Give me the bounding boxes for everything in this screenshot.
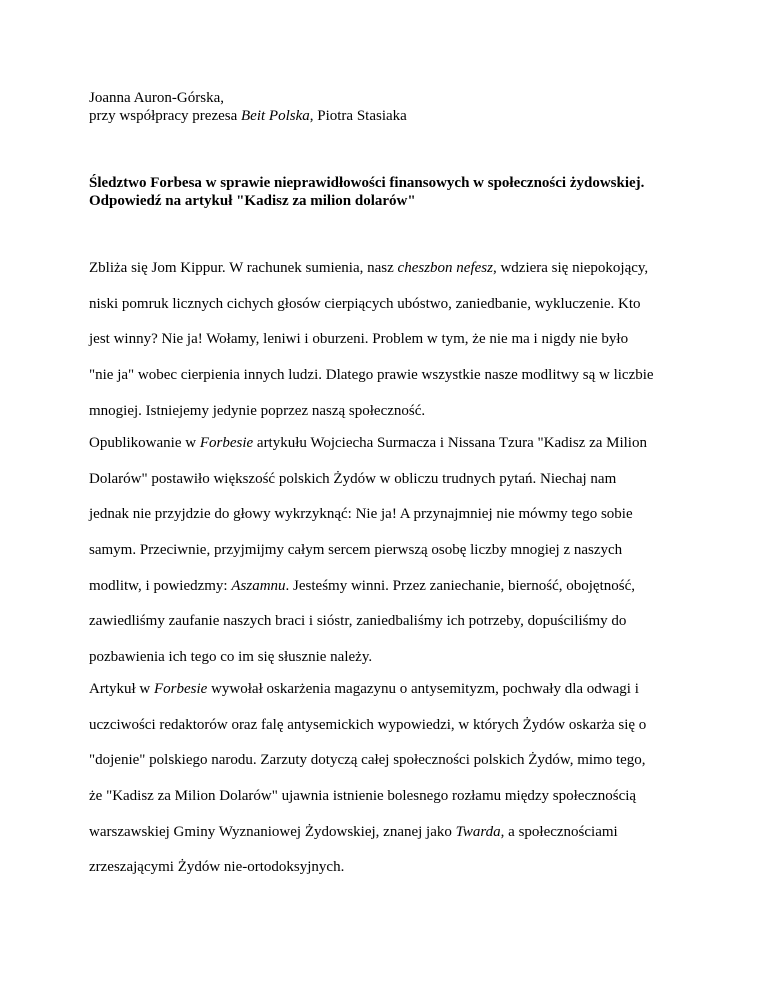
- title-line-2: Odpowiedź na artykuł "Kadisz za milion dolarów": [89, 193, 416, 209]
- author-collaboration: [89, 107, 407, 125]
- text-line: [89, 259, 689, 277]
- text-run: artykułu Wojciecha Surmacza i Nissana Tzura "Kadisz za Milion: [253, 435, 647, 451]
- text-run: modlitw, i powiedzmy:: [89, 577, 232, 594]
- text-run: że "Kadisz za Milion Dolarów" ujawnia istnienie bolesnego rozłamu między społecznością: [89, 788, 637, 805]
- text-line: [89, 330, 689, 348]
- text-line: [89, 470, 689, 488]
- article-title: [89, 174, 644, 210]
- text-run: pozbawienia ich tego co im się słusznie należy.: [89, 649, 373, 666]
- text-line: [89, 505, 689, 523]
- paragraph-1: [89, 259, 689, 420]
- text-line: [89, 858, 689, 876]
- text-run: Artykuł w: [89, 681, 154, 697]
- text-run: Dolarów" postawiło większość polskich Żydów w obliczu trudnych pytań. Niechaj nam: [89, 470, 617, 487]
- text-run: samym. Przeciwnie, przyjmijmy całym sercem pierwszą osobę liczby mnogiej z naszych: [89, 542, 623, 559]
- text-run: jest winny? Nie ja! Wołamy, leniwi i oburzeni. Problem w tym, że nie ma i nigdy nie było: [89, 331, 629, 348]
- text-run: uczciwości redaktorów oraz falę antysemickich wypowiedzi, w których Żydów oskarża się o: [89, 716, 647, 733]
- text-run: "dojenie" polskiego narodu. Zarzuty dotyczą całej społeczności polskich Żydów, mimo tego,: [89, 752, 646, 769]
- text-line: [89, 823, 689, 841]
- text-line: [89, 751, 689, 769]
- text-run: jednak nie przyjdzie do głowy wykrzyknąć: Nie ja! A przynajmniej nie mówmy tego sobie: [89, 506, 633, 523]
- text-run: Opublikowanie w: [89, 435, 200, 451]
- text-line: [89, 787, 689, 805]
- italic-term: cheszbon nefesz: [397, 260, 493, 276]
- text-run: zrzeszającymi Żydów nie-ortodoksyjnych.: [89, 859, 345, 876]
- text-run: . Jesteśmy winni. Przez zaniechanie, bierność, obojętność,: [285, 577, 636, 594]
- italic-term: Forbesie: [154, 681, 208, 697]
- text-line: [89, 402, 689, 420]
- collab-suffix: , Piotra Stasiaka: [309, 108, 407, 124]
- author-name: Joanna Auron-Górska,: [89, 90, 224, 106]
- paragraph-3: [89, 680, 689, 876]
- text-run: niski pomruk licznych cichych głosów cierpiących ubóstwo, zaniedbanie, wykluczenie. Kto: [89, 295, 641, 312]
- italic-term: Twarda: [455, 823, 501, 840]
- text-run: zawiedliśmy zaufanie naszych braci i sióstr, zaniedbaliśmy ich potrzeby, dopuściliśmy do: [89, 613, 627, 630]
- text-line: [89, 648, 689, 666]
- italic-term: Aszamnu: [231, 577, 286, 594]
- text-run: "nie ja" wobec cierpienia innych ludzi. Dlatego prawie wszystkie nasze modlitwy są w liczbie: [89, 367, 654, 384]
- paragraph-2: [89, 434, 689, 666]
- text-run: wywołał oskarżenia magazynu o antysemityzm, pochwały dla odwagi i: [207, 681, 639, 697]
- text-line: [89, 366, 689, 384]
- text-line: [89, 434, 689, 452]
- italic-term: Forbesie: [199, 435, 254, 451]
- text-line: [89, 541, 689, 559]
- text-run: , wdziera się niepokojący,: [492, 260, 649, 276]
- collab-prefix: przy współpracy prezesa: [89, 108, 242, 124]
- text-line: [89, 295, 689, 313]
- text-run: mnogiej. Istniejemy jedynie poprzez naszą społeczność.: [89, 402, 426, 419]
- text-line: [89, 577, 689, 595]
- text-line: [89, 612, 689, 630]
- title-line-1: Śledztwo Forbesa w sprawie nieprawidłowości finansowych w społeczności żydowskiej.: [89, 175, 645, 191]
- text-line: [89, 680, 689, 698]
- collab-organization: Beit Polska: [241, 108, 310, 124]
- text-run: , a społecznościami: [500, 823, 618, 840]
- text-run: Zbliża się Jom Kippur. W rachunek sumienia, nasz: [89, 260, 398, 276]
- text-line: [89, 716, 689, 734]
- author-block: [89, 89, 407, 125]
- text-run: warszawskiej Gminy Wyznaniowej Żydowskiej, znanej jako: [89, 823, 456, 840]
